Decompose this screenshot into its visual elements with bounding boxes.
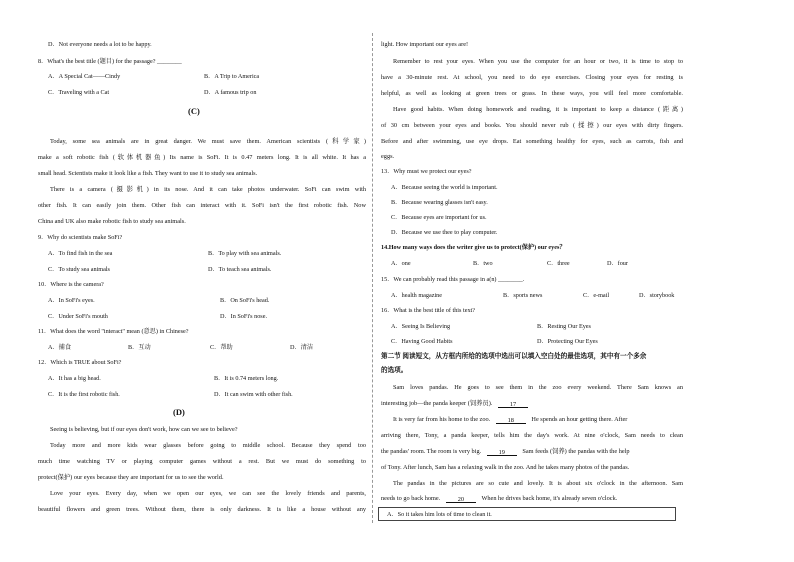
passage-e-line-7: The pandas in the pictures are so cute and lovely. It is about six o'clock in the afternoon. Sam bbox=[393, 480, 683, 487]
passage-d-line-4: protect(保护) our eyes because they are important for us to see the world. bbox=[38, 474, 224, 481]
q14-stem: 14.How many ways does the writer give us to protect(保护) our eyes？ bbox=[381, 244, 566, 251]
q15-option-d: D．storybook bbox=[639, 292, 675, 299]
q14-option-c: C．three bbox=[547, 260, 570, 267]
q16-option-c: C．Having Good Habits bbox=[391, 338, 453, 345]
q10-option-c: C．Under SoFi's mouth bbox=[48, 313, 108, 320]
passage-c-line-6: China and UK also make robotic fish to study sea animals. bbox=[38, 218, 186, 225]
q10-stem: 10．Where is the camera? bbox=[38, 281, 104, 288]
passage-d-cont-line-4: helpful, as well as looking at green trees or grass. In these ways, you will feel more comfortable. bbox=[381, 90, 683, 97]
section-d-heading: (D) bbox=[173, 407, 185, 417]
q7-option-d: D．Not everyone needs a lot to be happy. bbox=[48, 41, 152, 48]
q11-option-c: C．帮助 bbox=[210, 344, 233, 351]
column-divider bbox=[372, 33, 373, 523]
q12-option-a: A．It has a big head. bbox=[48, 375, 101, 382]
passage-e-line-5-text: the pandas' room. The room is very big. bbox=[381, 448, 482, 455]
passage-c-line-3: small head. Scientists make it look like a fish. They want to use it to study sea animals. bbox=[38, 170, 258, 177]
q9-option-d: D．To teach sea animals. bbox=[208, 266, 272, 273]
blank-20[interactable] bbox=[446, 496, 476, 503]
passage-e-line-3-tail: He spends an hour getting there. After bbox=[531, 416, 628, 423]
passage-c-line-2: make a soft robotic fish (软体机器鱼) Its name is SoFi. It is 0.47 meters long. It is all white. It has a bbox=[38, 154, 366, 161]
q11-option-a: A．捕食 bbox=[48, 344, 72, 351]
q14-option-a: A．one bbox=[391, 260, 411, 267]
q14-option-b: B．two bbox=[473, 260, 493, 267]
blank-19-number: 19 bbox=[498, 449, 505, 456]
passage-d-line-6: beautiful flowers and green trees. Without them, there is only darkness. It is like a house without any bbox=[38, 506, 366, 513]
passage-d-line-5: Love your eyes. Every day, when we open our eyes, we can see the lovely friends and parents, bbox=[50, 490, 366, 497]
blank-20-number: 20 bbox=[457, 496, 464, 503]
section-c-heading: (C) bbox=[188, 106, 200, 116]
passage-e-line-5 bbox=[381, 448, 630, 456]
passage-d-cont-line-1: light. How important our eyes are! bbox=[381, 41, 469, 48]
blank-18-number: 18 bbox=[507, 417, 514, 424]
q8-option-b: B．A Trip to America bbox=[204, 73, 260, 80]
passage-c-line-4: There is a camera (摄影机) in its nose. And it can take photos underwater. SoFi can swim with bbox=[50, 186, 366, 193]
q13-option-d: D．Because we use thee to play computer. bbox=[391, 229, 498, 236]
passage-d-cont-line-7: Before and after swimming, use eye drops. Eat something healthy for eyes, such as carrots, fish and bbox=[381, 138, 683, 145]
passage-c-line-1: Today, some sea animals are in great danger. We must save them. American scientists (科学家) bbox=[50, 138, 366, 145]
passage-e-line-3-text: It is very far from his home to the zoo. bbox=[393, 416, 491, 423]
q16-stem: 16．What is the best title of this text? bbox=[381, 307, 475, 314]
q14-option-d: D．four bbox=[607, 260, 628, 267]
passage-d-cont-line-6: of 30 cm between your eyes and books. You should never rub (揉擦) our eyes with dirty fingers. bbox=[381, 122, 683, 129]
passage-e-line-6: of Tony. After lunch, Sam has a relaxing walk in the zoo. And he takes many photos of the pandas. bbox=[381, 464, 630, 471]
passage-c-line-5: other fish. It can easily join them. Other fish can interact with it. SoFi isn't the first robotic fish. Now bbox=[38, 202, 366, 209]
passage-e-line-2-text: interesting job—the panda keeper (饲养员). bbox=[381, 400, 493, 407]
passage-d-line-1: Seeing is believing, but if our eyes don't work, how can we see to believe? bbox=[50, 426, 238, 433]
box-option-a: A．So it takes him lots of time to clean it. bbox=[387, 511, 492, 518]
q12-stem: 12．Which is TRUE about SoFi? bbox=[38, 359, 122, 366]
q11-stem: 11．What does the word "interact" mean (意思) in Chinese? bbox=[38, 328, 189, 335]
q9-option-b: B．To play with sea animals. bbox=[208, 250, 282, 257]
passage-e-line-8-tail: When he drives back home, it's already seven o'clock. bbox=[481, 495, 618, 502]
part2-title-line-1: 第二节 阅读短文，从方框内所给的选项中选出可以填入空白处的最佳选项，其中有一个多余 bbox=[381, 353, 647, 360]
q9-option-a: A．To find fish in the sea bbox=[48, 250, 113, 257]
part2-title-line-2: 的选项。 bbox=[381, 367, 408, 374]
q10-option-a: A．In SoFi's eyes. bbox=[48, 297, 95, 304]
q13-option-c: C．Because eyes are important for us. bbox=[391, 214, 487, 221]
q10-option-d: D．In SoFi's nose. bbox=[220, 313, 268, 320]
passage-e-line-8 bbox=[381, 495, 617, 503]
q8-option-a: A．A Special Cat——Cindy bbox=[48, 73, 121, 80]
q8-stem: 8．What's the best title (题目) for the passage? ________ bbox=[38, 58, 182, 65]
q16-option-b: B．Resting Our Eyes bbox=[537, 323, 591, 330]
q8-option-d: D．A famous trip on bbox=[204, 89, 257, 96]
blank-18[interactable] bbox=[496, 417, 526, 424]
q12-option-d: D．It can swim with other fish. bbox=[214, 391, 293, 398]
q13-stem: 13．Why must we protect our eyes? bbox=[381, 168, 472, 175]
passage-d-cont-line-2: Remember to rest your eyes. When you use the computer for an hour or two, it is time to stop to bbox=[393, 58, 683, 65]
q12-option-b: B．It is 0.74 meters long. bbox=[214, 375, 279, 382]
passage-e-line-1: Sam loves pandas. He goes to see them in the zoo every weekend. There Sam knows an bbox=[393, 384, 683, 391]
q10-option-b: B．On SoFi's head. bbox=[220, 297, 270, 304]
q13-option-b: B．Because wearing glasses isn't easy. bbox=[391, 199, 488, 206]
passage-d-line-2: Today more and more kids wear glasses before going to middle school. Because they spend too bbox=[50, 442, 366, 449]
q12-option-c: C．It is the first robotic fish. bbox=[48, 391, 120, 398]
blank-17-number: 17 bbox=[509, 401, 517, 408]
q15-option-a: A．health magazine bbox=[391, 292, 443, 299]
q13-option-a: A．Because seeing the world is important. bbox=[391, 184, 498, 191]
q15-option-c: C．e-mail bbox=[583, 292, 610, 299]
passage-d-cont-line-8: eggs. bbox=[381, 153, 395, 160]
passage-e-line-8-text: needs to go back home. bbox=[381, 495, 441, 502]
q15-stem: 15．We can probably read this passage in a(n) ________. bbox=[381, 276, 525, 283]
q16-option-a: A．Seeing Is Believing bbox=[391, 323, 451, 330]
passage-d-line-3: much time watching TV or playing computer games without a rest. But we must do something to bbox=[38, 458, 366, 465]
blank-19[interactable] bbox=[487, 449, 517, 456]
passage-d-cont-line-3: have a 30-minute rest. At school, you need to do eye exercises. Closing your eyes for resting is bbox=[381, 74, 683, 81]
passage-e-line-2 bbox=[381, 400, 528, 408]
q16-option-d: D．Protecting Our Eyes bbox=[537, 338, 598, 345]
blank-17[interactable] bbox=[498, 401, 528, 408]
q9-option-c: C．To study sea animals bbox=[48, 266, 110, 273]
q8-option-c: C．Traveling with a Cat bbox=[48, 89, 110, 96]
q11-option-b: B．互动 bbox=[128, 344, 151, 351]
passage-e-line-3 bbox=[393, 416, 627, 424]
passage-e-line-4: arriving there, Tony, a panda keeper, tells him the day's work. At nine o'clock, Sam needs to clean bbox=[381, 432, 683, 439]
q15-option-b: B．sports news bbox=[503, 292, 543, 299]
passage-e-line-5-tail: Sam feeds (饲养) the pandas with the help bbox=[522, 448, 630, 455]
q9-stem: 9．Why do scientists make SoFi? bbox=[38, 234, 123, 241]
options-box bbox=[378, 507, 676, 521]
q11-option-d: D．清洁 bbox=[290, 344, 314, 351]
passage-d-cont-line-5: Have good habits. When doing homework and reading, it is important to keep a distance (距离) bbox=[393, 106, 683, 113]
